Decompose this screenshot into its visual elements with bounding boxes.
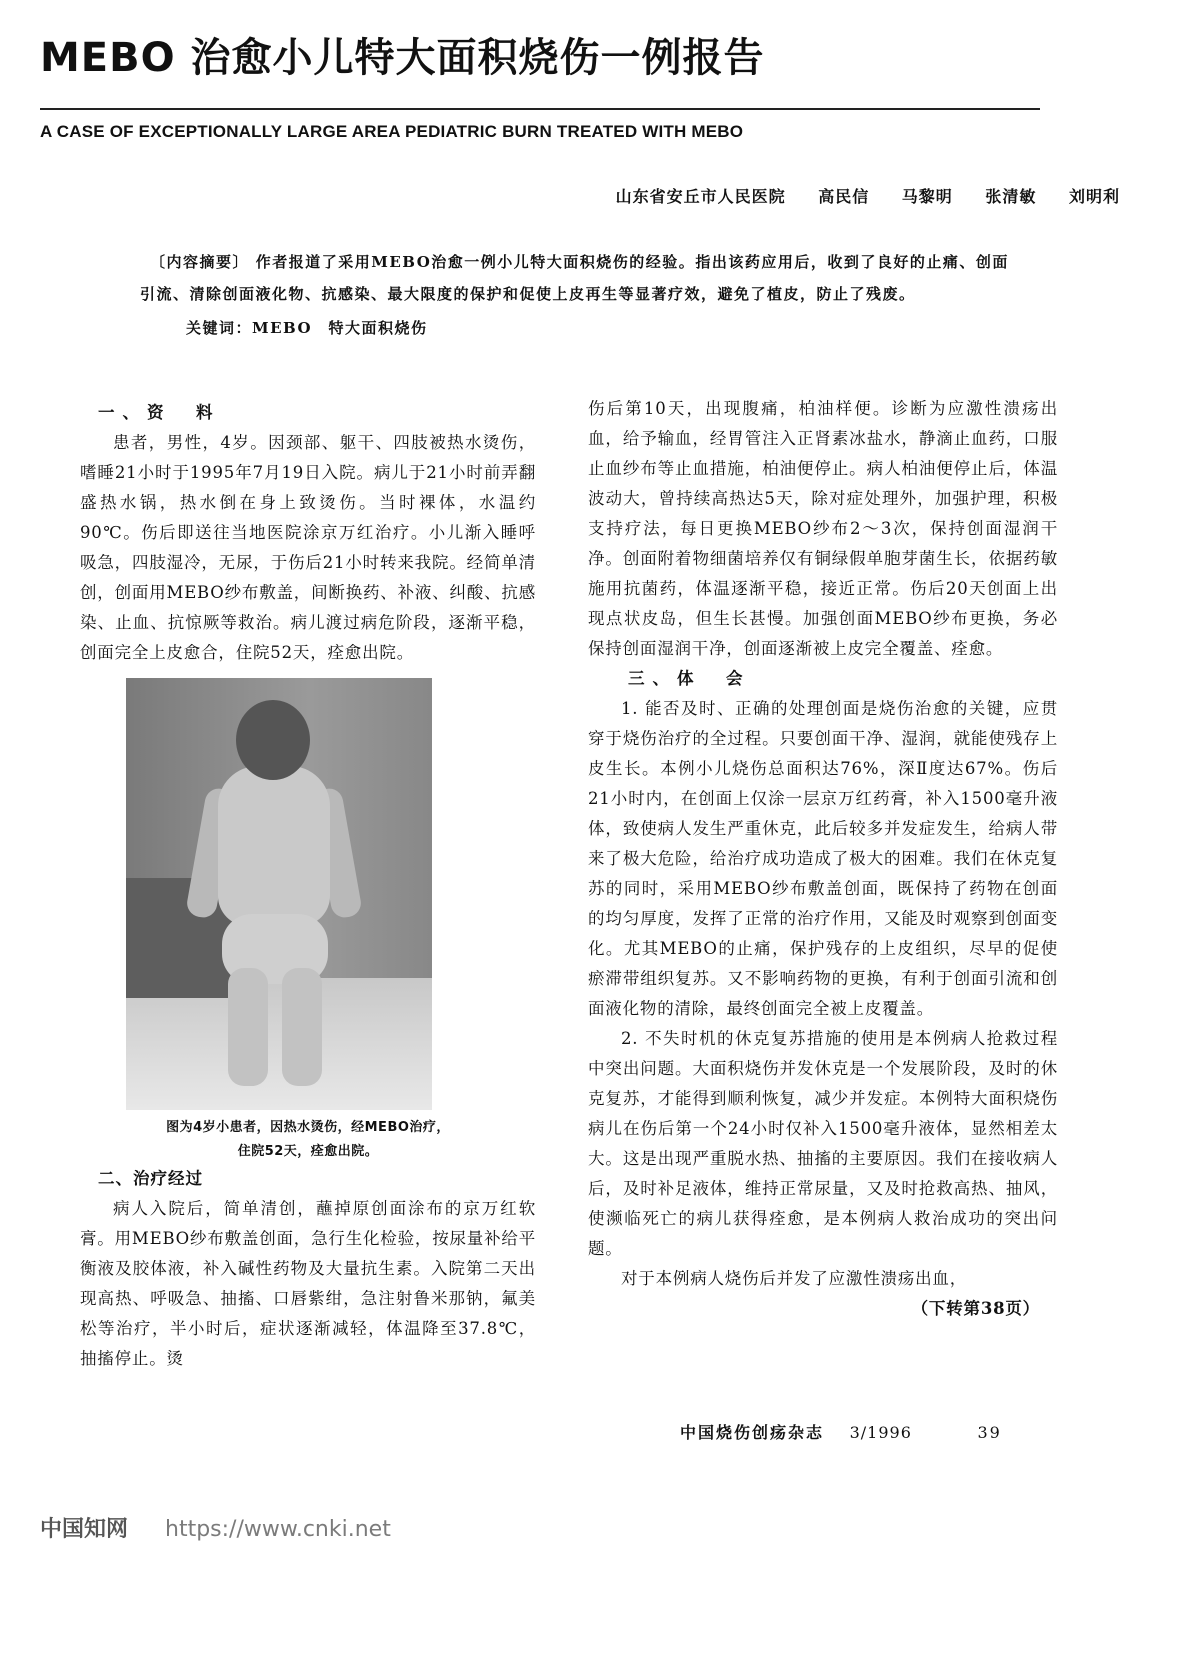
abstract-block: [140, 246, 1020, 344]
section-heading-discussion: 三、体 会: [628, 669, 751, 688]
abstract-paragraph: [140, 246, 1020, 310]
author-name: 高民信: [818, 187, 870, 206]
figure-caption: [80, 1116, 536, 1164]
discussion-paragraph: 2. 不失时机的休克复苏措施的使用是本例病人抢救过程中突出问题。大面积烧伤并发休克是一个发展阶段，及时的休克复苏，才能得到顺利恢复，减少并发症。本例特大面积烧伤病儿在伤后第一个24小时仅补入1500毫升液体，显然相差太大。这是出现严重脱水热、抽搐的主要原因。我们在接收病人后，及时补足液体，维持正常尿量，又及时抢救高热、抽风，使濒临死亡的病儿获得痊愈，是本例病人救治成功的突出问题。: [588, 1029, 1058, 1258]
author-name: 刘明利: [1068, 187, 1120, 206]
page-footer: [680, 1420, 1002, 1443]
abstract-text: 作者报道了采用MEBO治愈一例小儿特大面积烧伤的经验。指出该药应用后，收到了良好的止痛、创面引流、清除创面液化物、抗感染、最大限度的保护和促使上皮再生等显著疗效，避免了植皮，防止了残废。: [140, 253, 1009, 303]
abstract-label: 〔内容摘要〕: [150, 253, 250, 271]
title-divider: [40, 108, 1040, 110]
section-heading-materials: 一、资 料: [98, 403, 221, 422]
page-number: 39: [977, 1423, 1002, 1442]
journal-name: 中国烧伤创疡杂志: [680, 1423, 825, 1442]
section-text-materials: 患者，男性，4岁。因颈部、躯干、四肢被热水烫伤，嗜睡21小时于1995年7月19日入院。病儿于21小时前弄翻盛热水锅，热水倒在身上致烫伤。当时裸体，水温约90℃。伤后即送往当地医院涂京万红治疗。小儿渐入睡呼吸急，四肢湿冷，无尿，于伤后21小时转来我院。经简单清创，创面用MEBO纱布敷盖，间断换药、补液、纠酸、抗感染、止血、抗惊厥等救治。病儿渡过病危阶段，逐渐平稳，创面完全上皮愈合，住院52天，痊愈出院。: [80, 433, 536, 662]
patient-photo: [126, 678, 432, 1110]
figure-caption-line: 住院52天，痊愈出院。: [237, 1144, 379, 1159]
right-column: [588, 394, 1058, 1324]
keywords: 关键词：MEBO 特大面积烧伤: [186, 319, 428, 337]
figure-caption-line: 图为4岁小患者，因热水烫伤，经MEBO治疗，: [166, 1120, 450, 1135]
discussion-paragraph: 对于本例病人烧伤后并发了应激性溃疡出血，: [621, 1269, 967, 1288]
watermark: [40, 1512, 391, 1543]
article-title: MEBO 治愈小儿特大面积烧伤一例报告: [40, 35, 765, 81]
section-text-treatment: 病人入院后，简单清创，蘸掉原创面涂布的京万红软膏。用MEBO纱布敷盖创面，急行生化检验，按尿量补给平衡液及胶体液，补入碱性药物及大量抗生素。入院第二天出现高热、呼吸急、抽搐、口唇紫绀，急注射鲁米那钠，氟美松等治疗，半小时后，症状逐渐减轻，体温降至37.8℃，抽搐停止。烫: [80, 1199, 536, 1368]
watermark-url[interactable]: https://www.cnki.net: [165, 1517, 391, 1542]
watermark-site-name: 中国知网: [40, 1517, 129, 1542]
left-column: [80, 398, 536, 1374]
author-name: 马黎明: [901, 187, 953, 206]
continued-note: （下转第38页）: [911, 1299, 1040, 1318]
discussion-paragraph: 1. 能否及时、正确的处理创面是烧伤治愈的关键，应贯穿于烧伤治疗的全过程。只要创面干净、湿润，就能使残存上皮生长。本例小儿烧伤总面积达76%，深Ⅱ度达67%。伤后21小时内，在创面上仅涂一层京万红药膏，补入1500毫升液体，致使病人发生严重休克，此后较多并发症发生，给病人带来了极大危险，给治疗成功造成了极大的困难。我们在休克复苏的同时，采用MEBO纱布敷盖创面，既保持了药物在创面的均匀厚度，发挥了正常的治疗作用，又能及时观察到创面变化。尤其MEBO的止痛，保护残存的上皮组织，尽早的促使瘀滞带组织复苏。又不影响药物的更换，有利于创面引流和创面液化物的清除，最终创面完全被上皮覆盖。: [588, 699, 1058, 1018]
article-subtitle-english: A CASE OF EXCEPTIONALLY LARGE AREA PEDIATRIC BURN TREATED WITH MEBO: [40, 122, 744, 141]
author-name: 张清敏: [985, 187, 1037, 206]
author-affiliation: 山东省安丘市人民医院: [615, 187, 786, 206]
section-heading-treatment: 二、治疗经过: [98, 1169, 203, 1188]
section-text-treatment-continued: 伤后第10天，出现腹痛，柏油样便。诊断为应激性溃疡出血，给予输血，经胃管注入正肾素冰盐水，静滴止血药，口服止血纱布等止血措施，柏油便停止。病人柏油便停止后，体温波动大，曾持续高热达5天，除对症处理外，加强护理，积极支持疗法，每日更换MEBO纱布2～3次，保持创面湿润干净。创面附着物细菌培养仅有铜绿假单胞芽菌生长，依据药敏施用抗菌药，体温逐渐平稳，接近正常。伤后20天创面上出现点状皮岛，但生长甚慢。加强创面MEBO纱布更换，务必保持创面湿润干净，创面逐渐被上皮完全覆盖、痊愈。: [588, 399, 1058, 658]
journal-issue: 3/1996: [849, 1423, 912, 1442]
author-line: [590, 184, 1120, 207]
